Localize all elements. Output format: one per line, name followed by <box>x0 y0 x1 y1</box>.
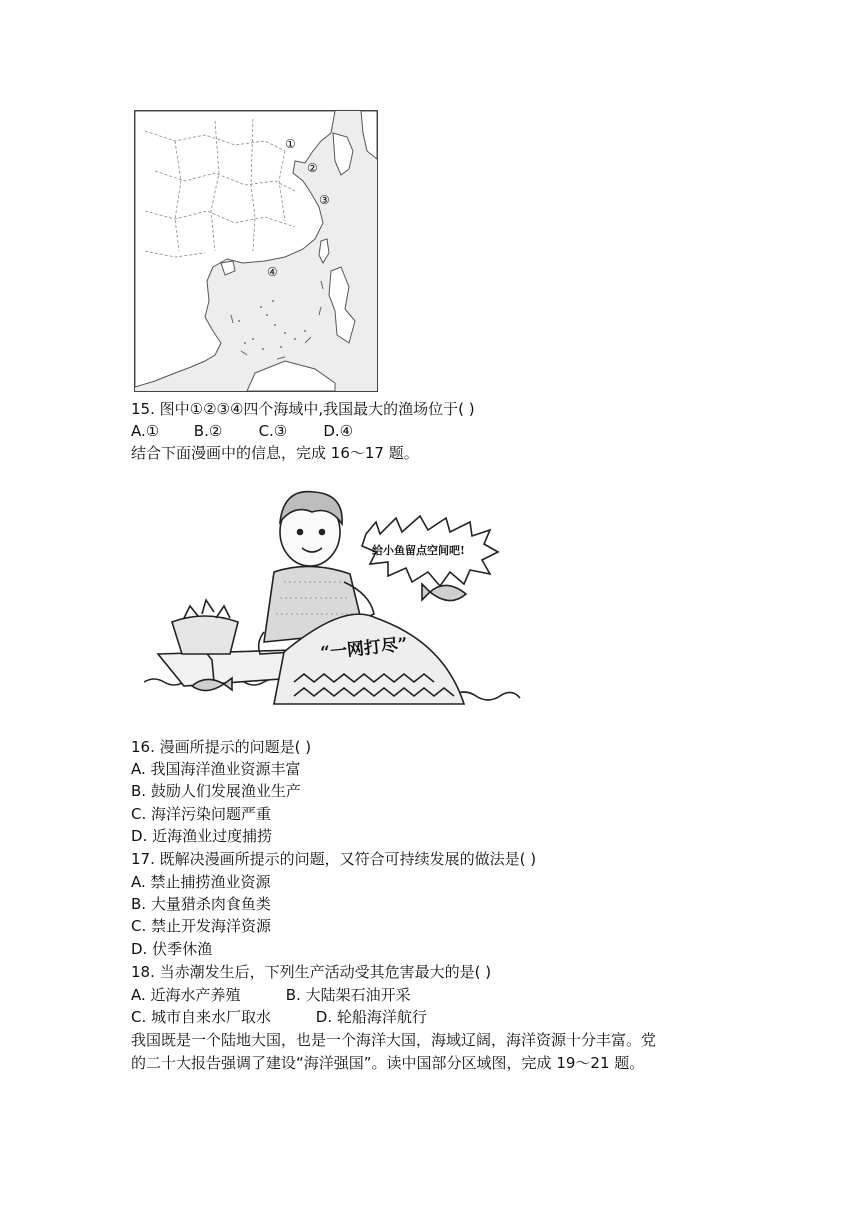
speech-bubble-text: 给小鱼留点空间吧! <box>372 544 465 557</box>
intro-16-17: 结合下面漫画中的信息，完成 16～17 题。 <box>131 444 419 462</box>
q15-option-c: C.③ <box>258 422 288 440</box>
marker-1: ① <box>285 137 296 151</box>
q15-option-a: A.① <box>131 422 160 440</box>
q16-option-b: B. 鼓励人们发展渔业生产 <box>131 782 301 800</box>
marker-2: ② <box>307 161 318 175</box>
china-sea-map <box>134 110 378 392</box>
q17-option-d: D. 伏季休渔 <box>131 940 213 958</box>
q18-option-a: A. 近海水产养殖 <box>131 986 241 1004</box>
q16-option-c: C. 海洋污染问题严重 <box>131 805 272 823</box>
marker-4: ④ <box>267 265 278 279</box>
net-label: “一网打尽” <box>319 634 409 664</box>
intro-19-21-line2: 的二十大报告强调了建设“海洋强国”。读中国部分区域图，完成 19～21 题。 <box>131 1054 645 1072</box>
q15-options <box>131 421 353 441</box>
q18-options-row1 <box>131 985 411 1005</box>
q15-option-b: B.② <box>193 422 223 440</box>
q15-option-d: D.④ <box>323 422 354 440</box>
q16-option-d: D. 近海渔业过度捕捞 <box>131 827 273 845</box>
q16-option-a: A. 我国海洋渔业资源丰富 <box>131 760 301 778</box>
q16-stem: 16. 漫画所提示的问题是( ) <box>131 738 312 756</box>
q18-options-row2 <box>131 1007 427 1027</box>
cartoon-drawing <box>144 482 524 722</box>
marker-3: ③ <box>319 193 330 207</box>
q18-stem: 18. 当赤潮发生后，下列生产活动受其危害最大的是( ) <box>131 963 492 981</box>
q17-option-a: A. 禁止捕捞渔业资源 <box>131 873 271 891</box>
q15-stem: 15. 图中①②③④四个海域中,我国最大的渔场位于( ) <box>131 400 475 418</box>
map-drawing <box>135 111 377 391</box>
q17-option-b: B. 大量猎杀肉食鱼类 <box>131 895 271 913</box>
q17-option-c: C. 禁止开发海洋资源 <box>131 917 272 935</box>
overfishing-cartoon <box>144 482 524 722</box>
q18-option-d: D. 轮船海洋航行 <box>315 1008 427 1026</box>
q17-stem: 17. 既解决漫画所提示的问题，又符合可持续发展的做法是( ) <box>131 850 537 868</box>
q18-option-b: B. 大陆架石油开采 <box>285 986 411 1004</box>
q18-option-c: C. 城市自来水厂取水 <box>131 1008 272 1026</box>
intro-19-21-line1: 我国既是一个陆地大国，也是一个海洋大国，海域辽阔，海洋资源十分丰富。党 <box>131 1031 657 1049</box>
